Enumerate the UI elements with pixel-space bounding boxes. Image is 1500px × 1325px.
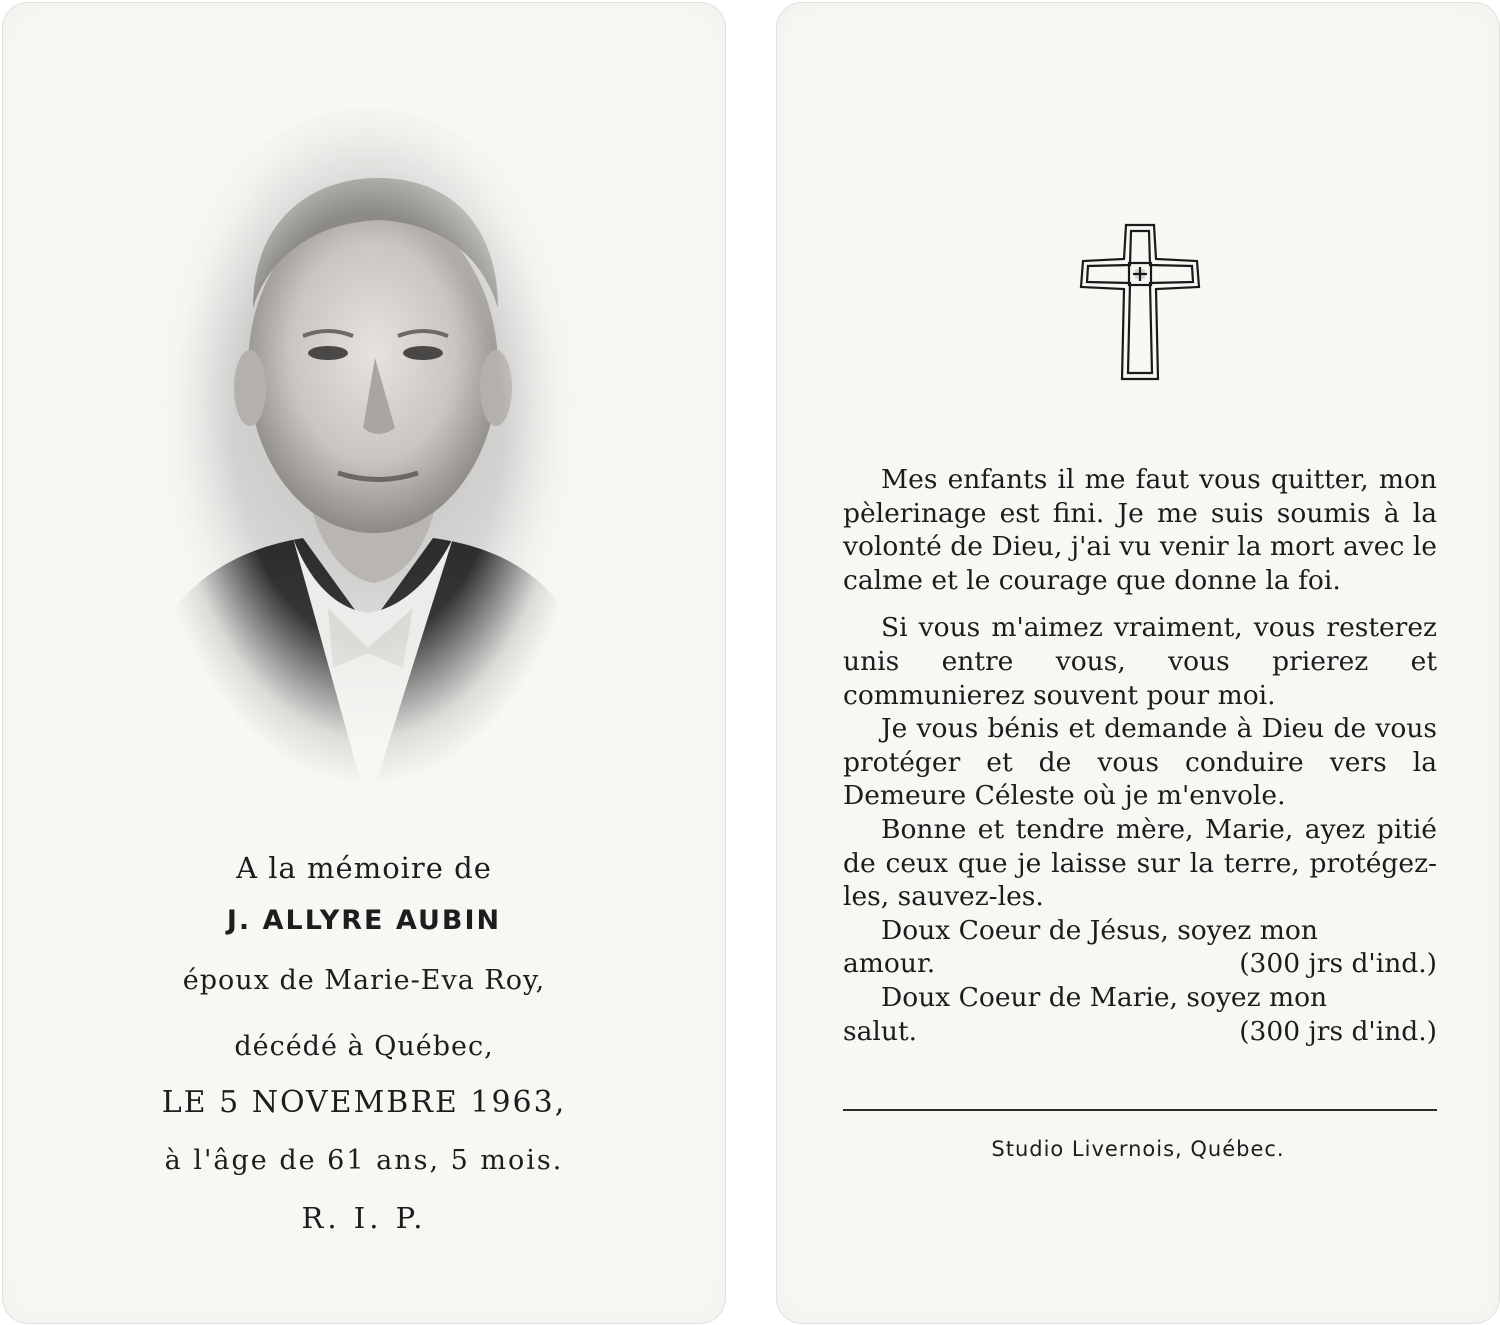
invocation-2-indulgence: (300 jrs d'ind.) (1239, 1015, 1437, 1047)
deceased-name: J. ALLYRE AUBIN (226, 905, 502, 936)
invocation-1-end: amour. (843, 948, 936, 980)
prayer-paragraph-4: Bonne et tendre mère, Marie, ayez pitié de ceux que je laisse sur la terre, protégez-les, sauvez-les. (843, 813, 1437, 913)
divider-line (843, 1109, 1437, 1111)
memorial-card-front (2, 2, 726, 1324)
portrait-photo (133, 108, 603, 803)
portrait-image (133, 108, 603, 803)
invocation-1-row (843, 947, 1437, 981)
memory-line: A la mémoire de (236, 851, 492, 885)
memorial-card-back (776, 2, 1500, 1324)
prayer-text (843, 463, 1437, 1048)
rip-line: R. I. P. (301, 1201, 427, 1235)
age-line: à l'âge de 61 ans, 5 mois. (164, 1145, 564, 1176)
invocation-2-end: salut. (843, 1015, 918, 1047)
death-date-line: LE 5 NOVEMBRE 1963, (161, 1085, 567, 1120)
deceased-place-line: décédé à Québec, (234, 1031, 494, 1062)
cross-icon (1077, 221, 1203, 383)
studio-credit: Studio Livernois, Québec. (991, 1137, 1285, 1161)
invocation-1-indulgence: (300 jrs d'ind.) (1239, 948, 1437, 980)
spouse-line: époux de Marie-Eva Roy, (182, 965, 546, 996)
prayer-paragraph-2: Si vous m'aimez vraiment, vous resterez unis entre vous, vous prierez et communierez souvent pour moi. (843, 612, 1437, 711)
prayer-paragraph-3: Je vous bénis et demande à Dieu de vous protéger et de vous conduire vers la Demeure Céleste où je m'envole. (843, 713, 1437, 812)
invocation-2-row (843, 1015, 1437, 1049)
prayer-paragraph-1: Mes enfants il me faut vous quitter, mon pèlerinage est fini. Je me suis soumis à la volonté de Dieu, j'ai vu venir la mort avec le calme et le courage que donne la foi. (843, 464, 1437, 596)
invocation-1-text: Doux Coeur de Jésus, soyez mon (881, 914, 1318, 946)
invocation-2-text: Doux Coeur de Marie, soyez mon (881, 981, 1328, 1013)
